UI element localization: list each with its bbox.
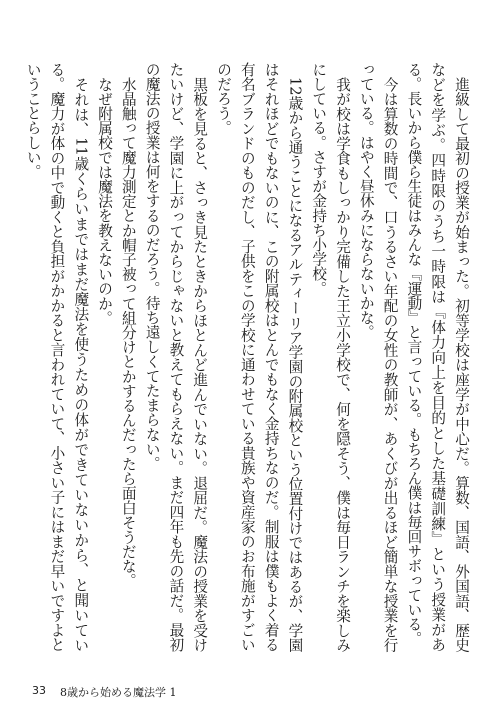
paragraph: 12歳から通うことになるアルティーリア学園の附属校という位置付けではあるが、学園はそれほどでもないのに、この附属校はとんでもなく金持ちなのだ。制服は僕もよく着る有名ブランドのものだし、子供をこの学校に通わせている貴族や資産家のお布施がすごいのだろう。	[215, 62, 304, 652]
paragraph: なぜ附属校では魔法を教えないのか。	[96, 76, 114, 325]
paragraph: 進級して最初の授業が始まった。初等学校は座学が中心だ。算数、国語、外国語、歴史などを学ぶ。四時限のうち一時限は『体力向上を目的とした基礎訓練』という授業がある。長いから僕ら生徒はみんな『運動』と言っている。もちろん僕は毎回サボっている。	[405, 62, 470, 652]
page-number: 33	[32, 684, 46, 697]
running-title: 8歳から始める魔法学 1	[60, 686, 177, 699]
paragraph: 水晶触って魔力測定とか帽子被って組分けとかするんだったら面白そうだな。	[119, 76, 137, 588]
page-footer	[32, 684, 177, 700]
paragraph: 黒板を見ると、さっき見たときからほとんど進んでいない。退屈だ。魔法の授業を受けたいけど、学園に上がってからじゃないと教えてもらえない。まだ四年も先の話だ。最初の魔法の授業は何をするのだろう。待ち遠しくてたまらない。	[143, 62, 209, 652]
paragraph: それは、11歳くらいまではまだ魔法を使うための体ができていないから、と聞いている。魔力が体の中で動くと負担がかかると言われていて、小さい子にはまだ早いですよということらしい。	[24, 62, 90, 652]
body-text	[24, 62, 473, 652]
paragraph: 我が校は学食もしっかり完備した王立小学校で、何を隠そう、僕は毎日ランチを楽しみにしている。さすが金持ち小学校。	[310, 62, 352, 652]
paragraph: 今は算数の時間で、口うるさい年配の女性の教師が、あくびが出るほど簡単な授業を行っている。はやく昼休みにならないかな。	[357, 62, 399, 652]
